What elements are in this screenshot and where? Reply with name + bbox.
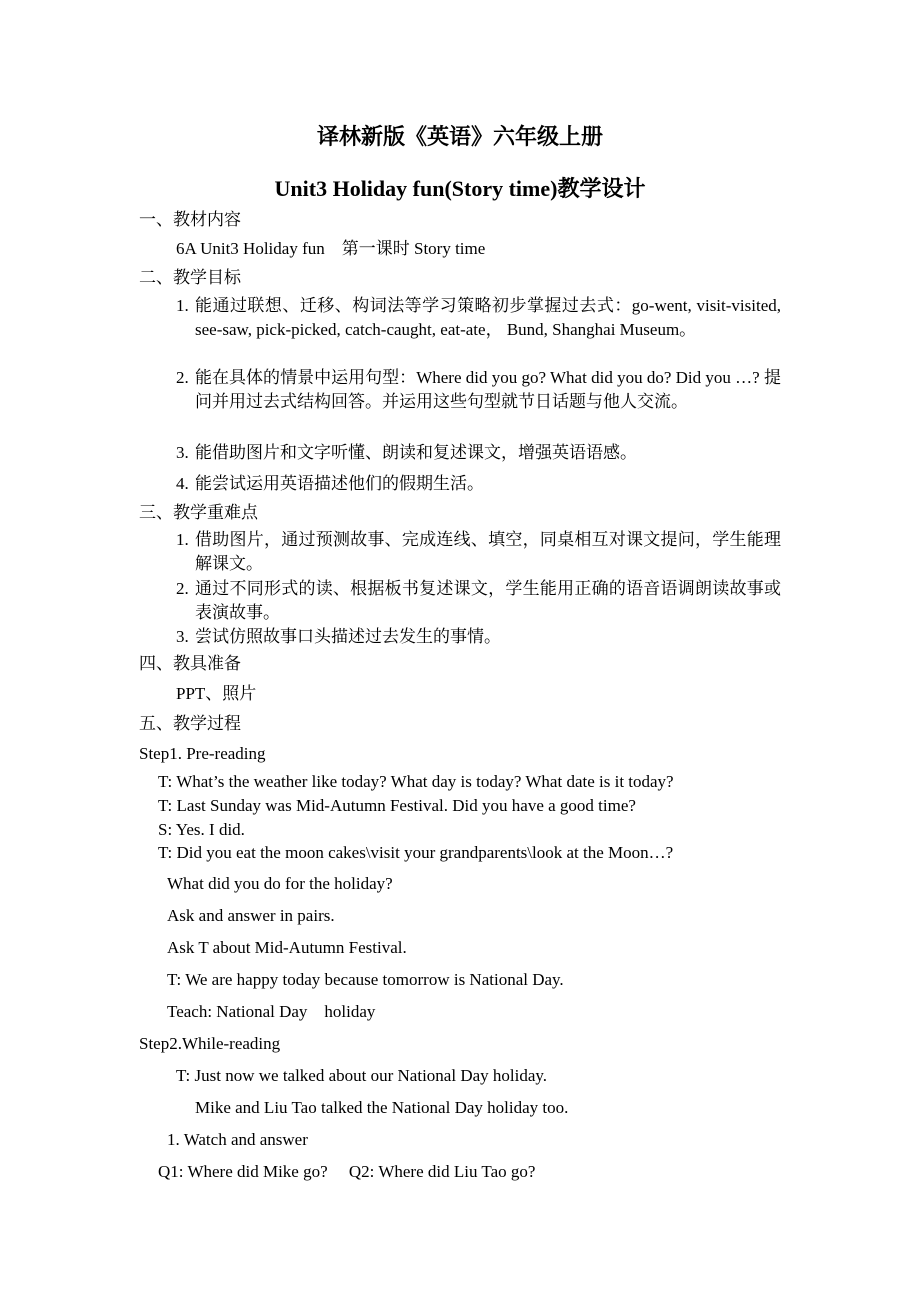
activity-line: Ask and answer in pairs. — [167, 906, 335, 925]
dialogue-line: T: What’s the weather like today? What day is today? What date is it today? — [158, 772, 674, 791]
section-heading-key-points: 三、教学重难点 — [139, 503, 258, 522]
activity-line: Teach: National Day holiday — [167, 1002, 376, 1021]
section-heading-objectives: 二、教学目标 — [139, 268, 241, 287]
dialogue-line: S: Yes. I did. — [158, 820, 245, 839]
activity-line: 1. Watch and answer — [167, 1130, 308, 1149]
step2-heading: Step2.While-reading — [139, 1034, 281, 1053]
section-heading-materials: 一、教材内容 — [139, 210, 241, 229]
objective-number: 1. — [176, 296, 189, 315]
objective-number: 2. — [176, 368, 189, 387]
key-point-number: 3. — [176, 627, 189, 646]
dialogue-line: T: Just now we talked about our National Day holiday. — [176, 1066, 548, 1085]
objective-number: 3. — [176, 443, 189, 462]
key-point-number: 2. — [176, 579, 189, 598]
activity-line: Ask T about Mid-Autumn Festival. — [167, 938, 407, 957]
objective-item: 能通过联想、迁移、构词法等学习策略初步掌握过去式：go-went, visit-visited, see-saw, pick-picked, catch-caught, eat-ate， Bund, Shanghai Museum。 — [195, 296, 781, 339]
key-point-item: 尝试仿照故事口头描述过去发生的事情。 — [195, 627, 501, 646]
key-point-item: 通过不同形式的读、根据板书复述课文，学生能用正确的语音语调朗读故事或表演故事。 — [195, 579, 781, 622]
dialogue-line: T: Last Sunday was Mid-Autumn Festival. Did you have a good time? — [158, 796, 636, 815]
question-line: Q1: Where did Mike go? Q2: Where did Liu Tao go? — [158, 1162, 536, 1181]
key-point-item: 借助图片，通过预测故事、完成连线、填空，同桌相互对课文提问，学生能理解课文。 — [195, 530, 781, 573]
objective-number: 4. — [176, 474, 189, 493]
dialogue-line: T: Did you eat the moon cakes\visit your grandparents\look at the Moon…? — [158, 843, 674, 862]
dialogue-line: Mike and Liu Tao talked the National Day holiday too. — [195, 1098, 569, 1117]
step1-heading: Step1. Pre-reading — [139, 744, 266, 763]
document-subtitle: Unit3 Holiday fun(Story time)教学设计 — [274, 176, 646, 201]
materials-text: 6A Unit3 Holiday fun 第一课时 Story time — [176, 239, 486, 258]
materials-prep-text: PPT、照片 — [176, 684, 257, 703]
section-heading-process: 五、教学过程 — [139, 714, 241, 733]
document-title: 译林新版《英语》六年级上册 — [316, 124, 603, 149]
key-point-number: 1. — [176, 530, 189, 549]
activity-line: What did you do for the holiday? — [167, 874, 393, 893]
activity-line: T: We are happy today because tomorrow is National Day. — [167, 970, 564, 989]
objective-item: 能在具体的情景中运用句型：Where did you go? What did you do? Did you …? 提问并用过去式结构回答。并运用这些句型就节日话题与他人交流。 — [195, 368, 781, 411]
objective-item: 能借助图片和文字听懂、朗读和复述课文，增强英语语感。 — [195, 443, 637, 462]
objective-item: 能尝试运用英语描述他们的假期生活。 — [195, 474, 484, 493]
section-heading-materials-prep: 四、教具准备 — [139, 654, 241, 673]
